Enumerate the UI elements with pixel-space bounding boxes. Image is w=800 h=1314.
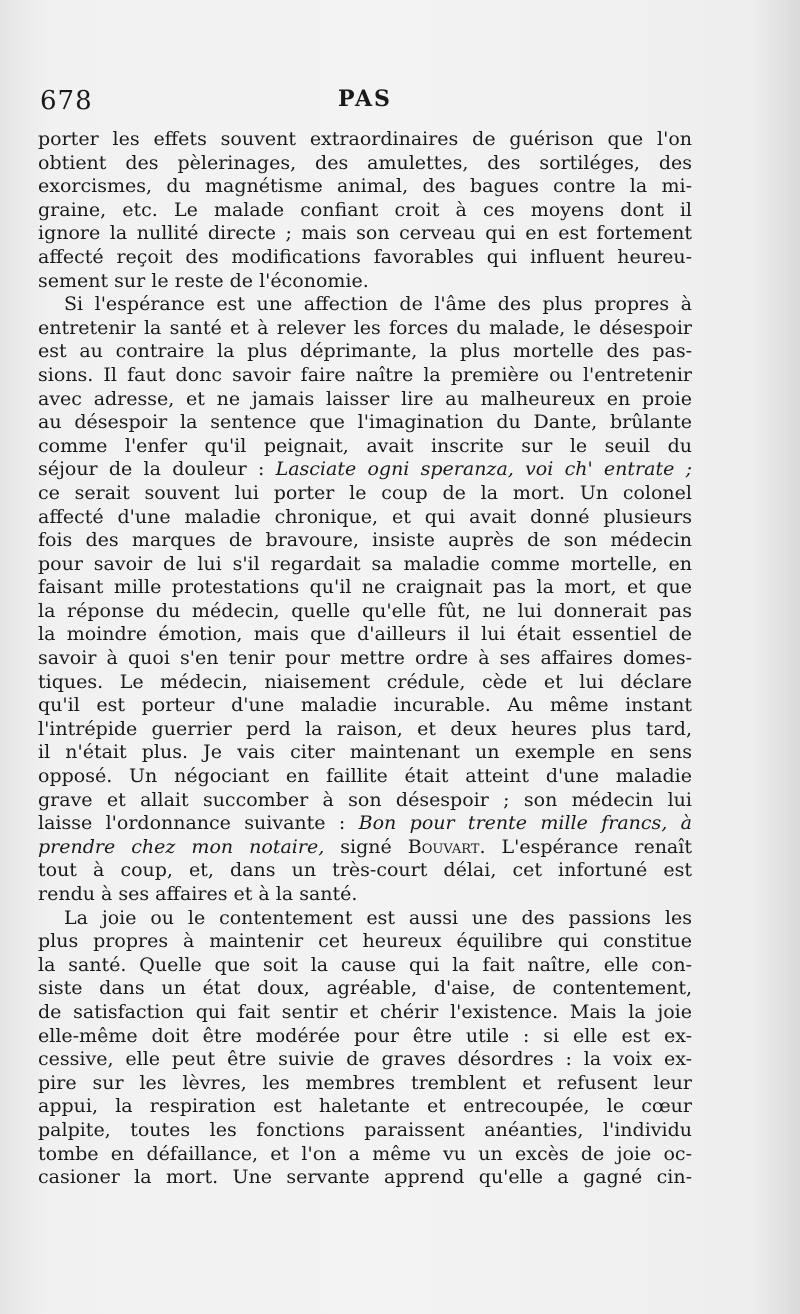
text-segment: cessive, elle peut être suivie de graves désordres : la voix ex- xyxy=(38,1048,692,1071)
text-line xyxy=(38,553,692,577)
text-line xyxy=(38,576,692,600)
text-line xyxy=(38,1001,692,1025)
text-segment: elle-même doit être modérée pour être utile : si elle est ex- xyxy=(38,1024,692,1047)
text-line xyxy=(38,199,692,223)
text-segment: affecté d'une maladie chronique, et qui avait donné plusieurs xyxy=(38,505,692,528)
text-line xyxy=(38,388,692,412)
text-line xyxy=(38,718,692,742)
text-line xyxy=(38,954,692,978)
text-segment: savoir à quoi s'en tenir pour mettre ordre à ses affaires domes- xyxy=(38,647,692,670)
text-line xyxy=(38,482,692,506)
text-line xyxy=(38,741,692,765)
text-line xyxy=(38,270,692,294)
text-segment: sement sur le reste de l'économie. xyxy=(38,269,369,292)
page-number: 678 xyxy=(40,86,93,116)
text-segment: tiques. Le médecin, niaisement crédule, cède et lui déclare xyxy=(38,670,692,693)
text-line xyxy=(38,293,692,317)
text-line xyxy=(38,671,692,695)
text-line xyxy=(38,765,692,789)
text-line xyxy=(38,1072,692,1096)
text-segment: est au contraire la plus déprimante, la plus mortelle des pas- xyxy=(38,340,692,363)
text-segment: rendu à ses affaires et à la santé. xyxy=(38,883,358,905)
text-segment: qu'il est porteur d'une maladie incurable. Au même instant xyxy=(38,694,692,717)
text-line xyxy=(38,246,692,270)
smallcaps-text: Bouvart xyxy=(407,835,480,858)
text-line xyxy=(38,859,692,883)
text-segment: exorcismes, du magnétisme animal, des bagues contre la mi- xyxy=(38,175,692,198)
text-segment: ce serait souvent lui porter le coup de la mort. Un colonel xyxy=(38,481,692,504)
text-line xyxy=(38,175,692,199)
text-segment: siste dans un état doux, agréable, d'aise, de contentement, xyxy=(38,977,692,1000)
text-line xyxy=(38,340,692,364)
text-segment: pire sur les lèvres, les membres tremblent et refusent leur xyxy=(38,1071,692,1094)
italic-text: Bon pour trente mille francs, à xyxy=(358,812,692,835)
text-line xyxy=(38,623,692,647)
italic-text: prendre chez mon notaire, xyxy=(38,835,325,858)
text-segment: ignore la nullité directe ; mais son cerveau qui en est fortement xyxy=(38,222,692,245)
text-line xyxy=(38,907,692,931)
body-text xyxy=(38,128,692,1190)
text-segment: signé xyxy=(324,835,408,858)
text-segment: casioner la mort. Une servante apprend qu'elle a gagné cin- xyxy=(38,1166,692,1189)
text-line xyxy=(38,977,692,1001)
text-segment: il n'était plus. Je vais citer maintenant un exemple en sens xyxy=(38,741,692,764)
text-segment: palpite, toutes les fonctions paraissent anéanties, l'individu xyxy=(38,1118,692,1141)
text-line xyxy=(38,1048,692,1072)
text-segment: tombe en défaillance, et l'on a même vu un excès de joie oc- xyxy=(38,1142,692,1165)
text-segment: faisant mille protestations qu'il ne craignait pas la mort, et que xyxy=(38,576,692,599)
text-segment: de satisfaction qui fait sentir et chérir l'existence. Mais la joie xyxy=(38,1000,692,1023)
text-segment: plus propres à maintenir cet heureux équilibre qui constitue xyxy=(38,930,692,953)
text-segment: l'intrépide guerrier perd la raison, et deux heures plus tard, xyxy=(38,717,692,740)
text-segment: sions. Il faut donc savoir faire naître la première ou l'entretenir xyxy=(38,363,692,386)
text-line xyxy=(38,506,692,530)
text-segment: . L'espérance renaît xyxy=(479,835,692,858)
text-segment: comme l'enfer qu'il peignait, avait inscrite sur le seuil du xyxy=(38,434,692,457)
text-line xyxy=(38,1025,692,1049)
text-segment: grave et allait succomber à son désespoir ; son médecin lui xyxy=(38,788,692,811)
text-line xyxy=(38,647,692,671)
text-line xyxy=(38,411,692,435)
text-line xyxy=(38,1119,692,1143)
text-line xyxy=(38,435,692,459)
text-segment: laisse l'ordonnance suivante : xyxy=(38,812,359,835)
text-segment: fois des marques de bravoure, insiste auprès de son médecin xyxy=(38,529,692,552)
text-segment: La joie ou le contentement est aussi une des passions les xyxy=(64,906,692,929)
text-segment: porter les effets souvent extraordinaires de guérison que l'on xyxy=(38,128,692,150)
text-line xyxy=(38,1095,692,1119)
text-segment: au désespoir la sentence que l'imagination du Dante, brûlante xyxy=(38,411,692,434)
text-segment: tout à coup, et, dans un très-court délai, cet infortuné est xyxy=(38,859,692,882)
text-segment: obtient des pèlerinages, des amulettes, des sortiléges, des xyxy=(38,151,692,174)
text-line xyxy=(38,364,692,388)
text-line xyxy=(38,812,692,836)
text-segment: appui, la respiration est haletante et entrecoupée, le cœur xyxy=(38,1095,692,1118)
text-line xyxy=(38,1143,692,1167)
text-segment: entretenir la santé et à relever les forces du malade, le désespoir xyxy=(38,316,692,339)
italic-text: Lasciate ogni speranza, voi ch' entrate ; xyxy=(275,458,692,481)
text-segment: Si l'espérance est une affection de l'âme des plus propres à xyxy=(64,293,692,316)
text-segment: affecté reçoit des modifications favorables qui influent heureu- xyxy=(38,245,692,268)
text-segment: séjour de la douleur : xyxy=(38,458,276,481)
text-segment: la moindre émotion, mais que d'ailleurs il lui était essentiel de xyxy=(38,623,692,646)
text-line xyxy=(38,529,692,553)
text-segment: opposé. Un négociant en faillite était atteint d'une maladie xyxy=(38,765,692,788)
text-line xyxy=(38,458,692,482)
text-line xyxy=(38,930,692,954)
text-segment: la santé. Quelle que soit la cause qui la fait naître, elle con- xyxy=(38,953,692,976)
text-line xyxy=(38,836,692,860)
text-segment: pour savoir de lui s'il regardait sa maladie comme mortelle, en xyxy=(38,552,692,575)
text-line xyxy=(38,789,692,813)
text-line xyxy=(38,222,692,246)
text-line xyxy=(38,128,692,152)
text-segment: avec adresse, et ne jamais laisser lire au malheureux en proie xyxy=(38,387,692,410)
text-line xyxy=(38,883,692,907)
text-segment: graine, etc. Le malade confiant croit à ces moyens dont il xyxy=(38,198,692,221)
text-line xyxy=(38,694,692,718)
text-line xyxy=(38,317,692,341)
text-line xyxy=(38,600,692,624)
text-line xyxy=(38,152,692,176)
text-segment: la réponse du médecin, quelle qu'elle fût, ne lui donnerait pas xyxy=(38,599,692,622)
page-header xyxy=(40,86,690,120)
running-head: PAS xyxy=(338,86,392,112)
text-line xyxy=(38,1166,692,1190)
